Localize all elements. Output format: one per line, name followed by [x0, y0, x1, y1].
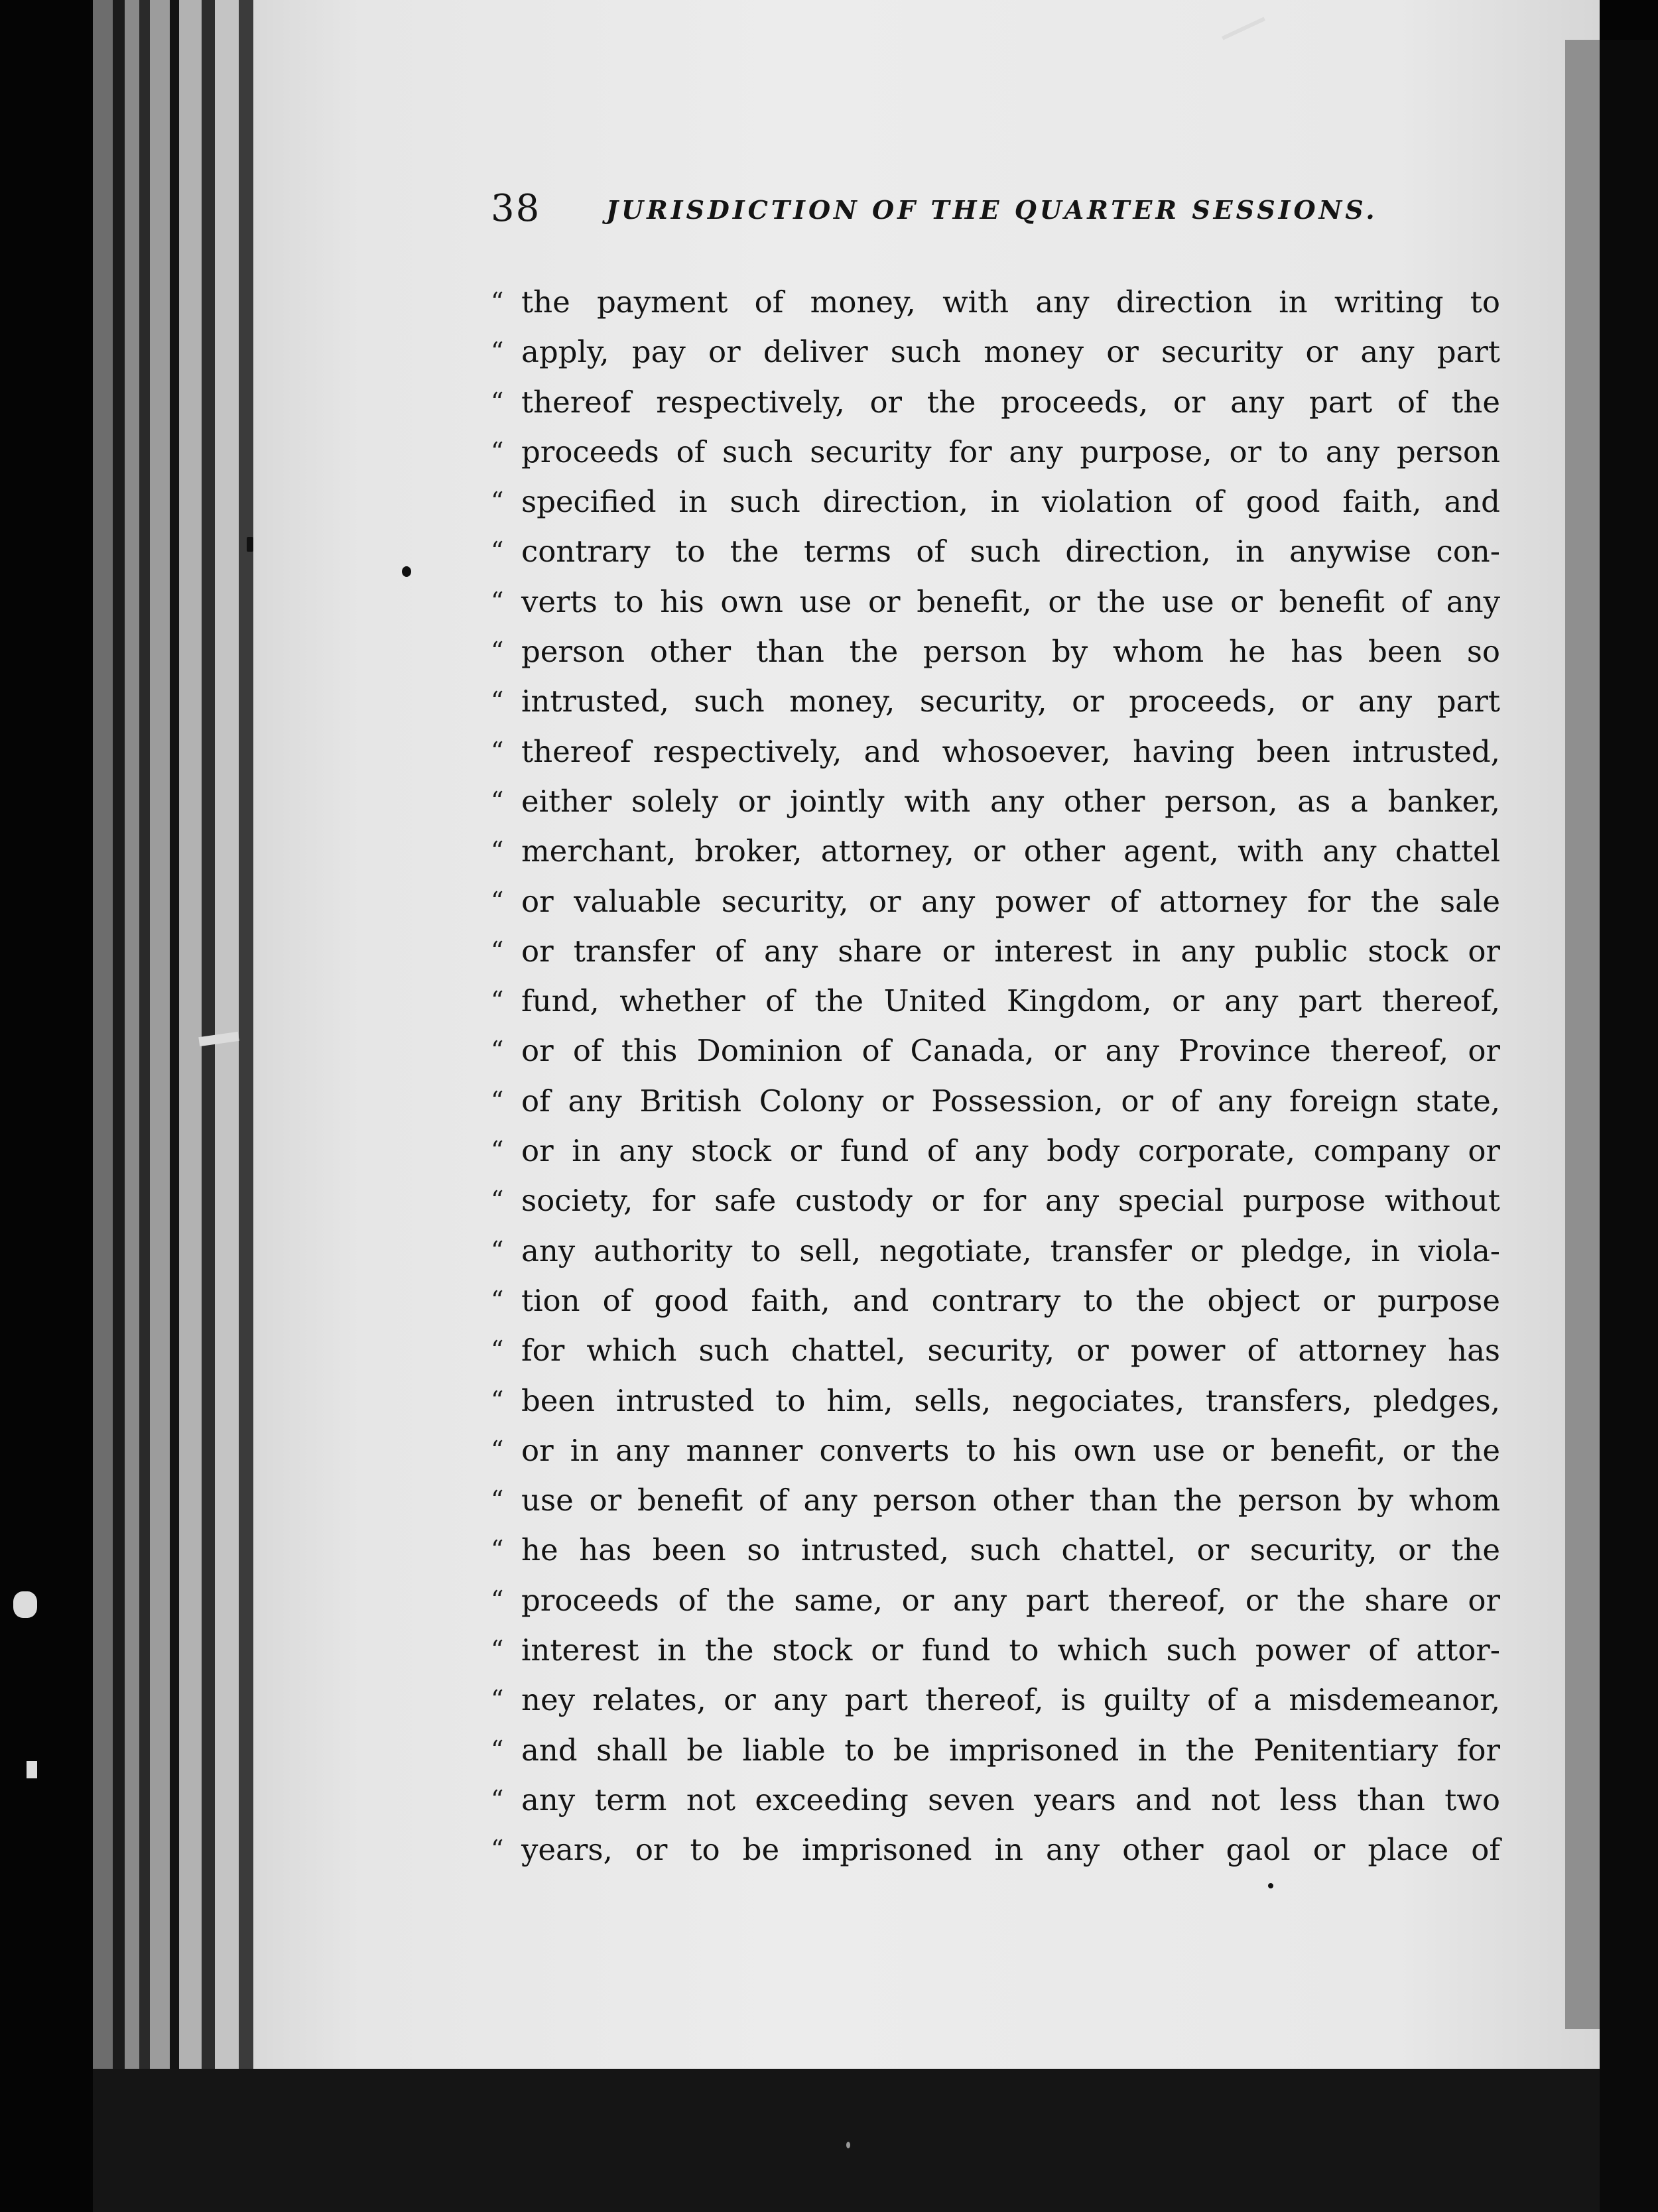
- text-line: [491, 926, 1500, 976]
- text-line: [491, 1675, 1500, 1725]
- page-edge: [202, 0, 215, 2212]
- line-text: or transfer of any share or interest in any public stock or: [521, 933, 1500, 969]
- text-line: [491, 1376, 1500, 1426]
- quote-mark: “: [491, 986, 504, 1016]
- line-text: apply, pay or deliver such money or security or any part: [521, 334, 1500, 370]
- line-text: either solely or jointly with any other person, as a banker,: [521, 783, 1500, 819]
- ink-speck: [846, 2142, 850, 2148]
- text-line: [491, 976, 1500, 1026]
- page-edge: [179, 0, 202, 2212]
- quote-mark: “: [491, 1435, 504, 1465]
- text-line: [491, 1226, 1500, 1276]
- quote-mark: “: [491, 836, 504, 866]
- page-edge: [170, 0, 179, 2212]
- text-line: [491, 1026, 1500, 1075]
- page-edge: [239, 0, 253, 2212]
- quote-mark: “: [491, 1485, 504, 1515]
- text-line: [491, 1475, 1500, 1525]
- text-line: [491, 477, 1500, 526]
- line-text: merchant, broker, attorney, or other agent, with any chattel: [521, 833, 1500, 869]
- quote-mark: “: [491, 1036, 504, 1066]
- text-line: [491, 1525, 1500, 1575]
- text-line: [491, 327, 1500, 377]
- quote-mark: “: [491, 436, 504, 466]
- ink-speck: [1268, 1883, 1273, 1888]
- page-number: 38: [491, 187, 541, 230]
- text-line: [491, 1575, 1500, 1625]
- quote-mark: “: [491, 786, 504, 816]
- quote-mark: “: [491, 1085, 504, 1115]
- text-line: [491, 427, 1500, 477]
- text-line: [491, 1725, 1500, 1775]
- text-line: [491, 676, 1500, 726]
- line-text: any authority to sell, negotiate, transfer or pledge, in viola-: [521, 1233, 1500, 1268]
- quote-mark: “: [491, 1335, 504, 1365]
- line-text: intrusted, such money, security, or proceeds, or any part: [521, 684, 1500, 719]
- text-line: [491, 1825, 1500, 1874]
- text-line: [491, 1126, 1500, 1176]
- text-line: [491, 1076, 1500, 1126]
- text-line: [491, 577, 1500, 627]
- line-text: or of this Dominion of Canada, or any Province thereof, or: [521, 1033, 1500, 1069]
- quote-mark: “: [491, 1385, 504, 1415]
- ink-speck: [247, 537, 253, 552]
- line-text: society, for safe custody or for any special purpose without: [521, 1183, 1500, 1219]
- line-text: of any British Colony or Possession, or of any foreign state,: [521, 1083, 1500, 1119]
- text-line: [491, 526, 1500, 576]
- scan-border: [1600, 40, 1658, 2212]
- line-text: verts to his own use or benefit, or the use or benefit of any: [521, 584, 1500, 619]
- line-text: thereof respectively, and whosoever, having been intrusted,: [521, 733, 1500, 769]
- quote-mark: “: [491, 387, 504, 416]
- page-header: [491, 187, 1379, 233]
- line-text: specified in such direction, in violation of good faith, and: [521, 484, 1500, 520]
- line-text: contrary to the terms of such direction, in anywise con-: [521, 534, 1500, 570]
- quote-mark: “: [491, 637, 504, 666]
- text-line: [491, 627, 1500, 676]
- quote-mark: “: [491, 736, 504, 766]
- text-line: [491, 826, 1500, 876]
- text-line: [491, 877, 1500, 926]
- quote-mark: “: [491, 1136, 504, 1166]
- quote-mark: “: [491, 1186, 504, 1215]
- line-text: thereof respectively, or the proceeds, or any part of the: [521, 384, 1500, 420]
- page-edge: [139, 0, 150, 2212]
- line-text: the payment of money, with any direction in writing to: [521, 284, 1500, 320]
- text-line: [491, 1325, 1500, 1375]
- line-text: or in any manner converts to his own use or benefit, or the: [521, 1432, 1500, 1468]
- line-text: or in any stock or fund of any body corporate, company or: [521, 1133, 1500, 1169]
- text-line: [491, 377, 1500, 427]
- text-line: [491, 1426, 1500, 1475]
- quote-mark: “: [491, 1685, 504, 1715]
- line-text: proceeds of the same, or any part thereof, or the share or: [521, 1582, 1500, 1618]
- quote-mark: “: [491, 1285, 504, 1315]
- line-text: been intrusted to him, sells, negociates, transfers, pledges,: [521, 1382, 1500, 1418]
- quote-mark: “: [491, 337, 504, 367]
- scan-artifact: [13, 1591, 37, 1618]
- scan-artifact: [27, 1761, 37, 1778]
- quote-mark: “: [491, 287, 504, 316]
- page-edge: [93, 0, 113, 2212]
- quote-mark: “: [491, 487, 504, 517]
- quote-mark: “: [491, 586, 504, 616]
- quote-mark: “: [491, 1585, 504, 1615]
- line-text: and shall be liable to be imprisoned in the Penitentiary for: [521, 1732, 1500, 1768]
- line-text: interest in the stock or fund to which such power of attor-: [521, 1632, 1500, 1668]
- ink-speck: [402, 566, 411, 577]
- quote-mark: “: [491, 1835, 504, 1865]
- text-line: [491, 1625, 1500, 1675]
- quote-mark: “: [491, 1784, 504, 1814]
- quote-mark: “: [491, 536, 504, 566]
- quote-mark: “: [491, 1735, 504, 1764]
- text-line: [491, 1176, 1500, 1225]
- quote-mark: “: [491, 936, 504, 965]
- text-line: [491, 776, 1500, 826]
- line-text: he has been so intrusted, such chattel, or security, or the: [521, 1532, 1500, 1568]
- line-text: for which such chattel, security, or power of attorney has: [521, 1333, 1500, 1369]
- line-text: person other than the person by whom he has been so: [521, 634, 1500, 670]
- text-line: [491, 277, 1500, 327]
- line-text: ney relates, or any part thereof, is guilty of a misdemeanor,: [521, 1682, 1500, 1718]
- text-line: [491, 1775, 1500, 1825]
- quote-mark: “: [491, 1635, 504, 1665]
- quote-mark: “: [491, 1535, 504, 1565]
- text-line: [491, 1276, 1500, 1325]
- page-shadow: [1565, 40, 1600, 2029]
- page-edge: [150, 0, 170, 2212]
- line-text: years, or to be imprisoned in any other gaol or place of: [521, 1832, 1500, 1868]
- page-edge: [113, 0, 125, 2212]
- line-text: tion of good faith, and contrary to the object or purpose: [521, 1282, 1500, 1318]
- line-text: use or benefit of any person other than the person by whom: [521, 1483, 1500, 1518]
- page-edge: [215, 0, 239, 2212]
- line-text: any term not exceeding seven years and not less than two: [521, 1782, 1500, 1817]
- quote-mark: “: [491, 1235, 504, 1265]
- line-text: or valuable security, or any power of attorney for the sale: [521, 883, 1500, 919]
- scan-border: [93, 2069, 1600, 2212]
- running-title: JURISDICTION OF THE QUARTER SESSIONS.: [606, 195, 1378, 225]
- quote-mark: “: [491, 686, 504, 716]
- line-text: fund, whether of the United Kingdom, or any part thereof,: [521, 983, 1500, 1019]
- line-text: proceeds of such security for any purpose, or to any person: [521, 434, 1500, 469]
- quote-mark: “: [491, 886, 504, 916]
- text-line: [491, 727, 1500, 776]
- page-edge: [125, 0, 139, 2212]
- body-text: [491, 277, 1500, 1875]
